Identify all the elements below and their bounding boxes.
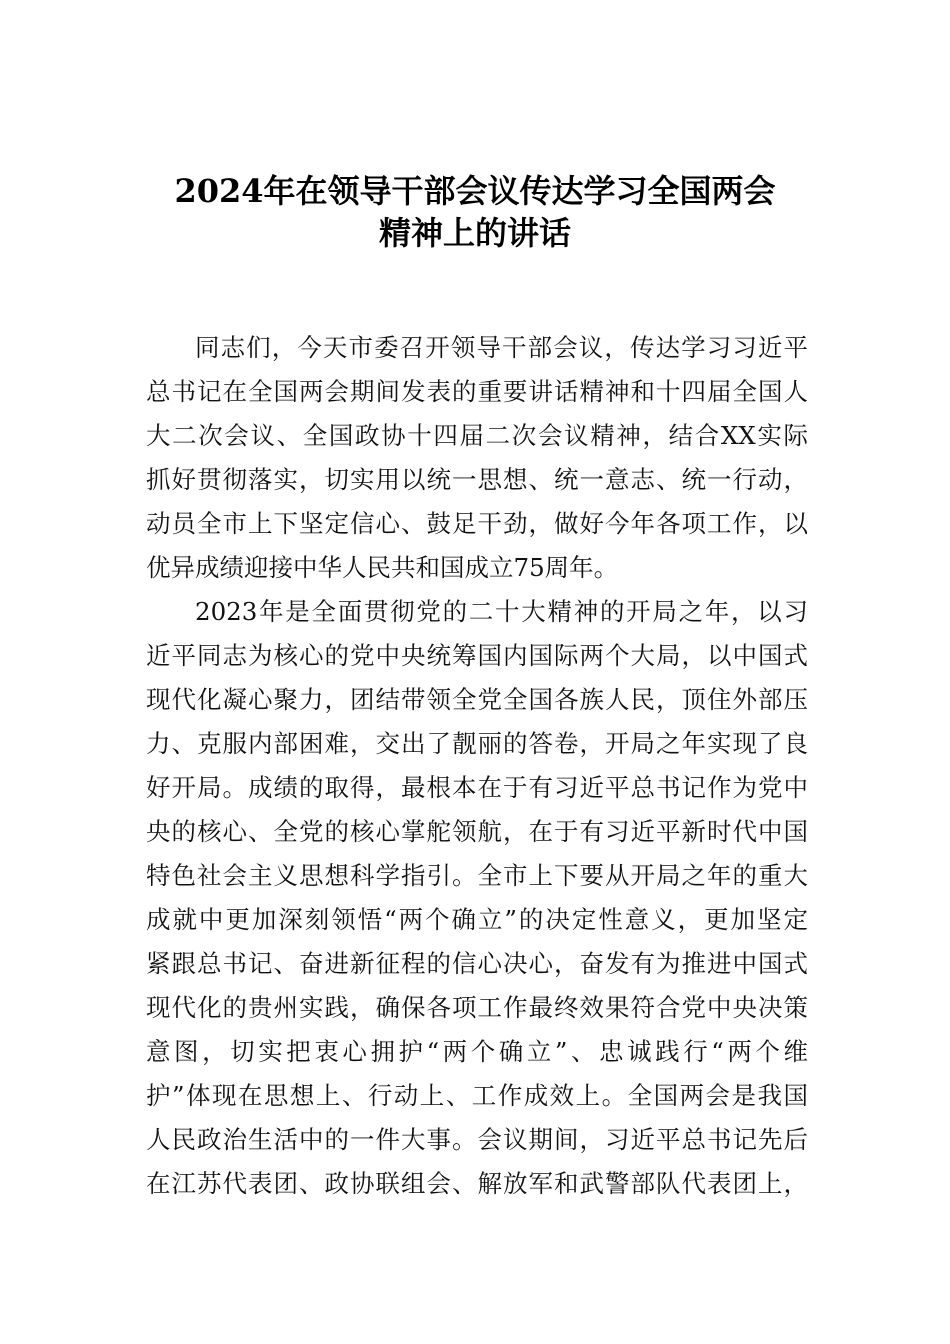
paragraph-2-line-9: 紧跟总书记、奋进新征程的信心决心，奋发有为推进中国式 <box>146 949 808 978</box>
paragraph-2-line-2: 近平同志为核心的党中央统筹国内国际两个大局，以中国式 <box>146 641 808 670</box>
paragraph-2-line-1: 2023年是全面贯彻党的二十大精神的开局之年，以习 <box>195 597 808 626</box>
paragraph-1-line-6: 优异成绩迎接中华人民共和国成立75周年。 <box>146 553 619 582</box>
paragraph-2-line-13: 人民政治生活中的一件大事。会议期间，习近平总书记先后 <box>146 1125 808 1154</box>
paragraph-2-line-4: 力、克服内部困难，交出了靓丽的答卷，开局之年实现了良 <box>146 729 808 758</box>
paragraph-2-line-6: 央的核心、全党的核心掌舵领航，在于有习近平新时代中国 <box>146 817 808 846</box>
paragraph-2-line-10: 现代化的贵州实践，确保各项工作最终效果符合党中央决策 <box>146 993 808 1022</box>
paragraph-2-line-14: 在江苏代表团、政协联组会、解放军和武警部队代表团上， <box>146 1169 808 1198</box>
paragraph-1-line-1: 同志们，今天市委召开领导干部会议，传达学习习近平 <box>195 333 808 362</box>
paragraph-2-line-5: 好开局。成绩的取得，最根本在于有习近平总书记作为党中 <box>146 773 808 802</box>
paragraph-2-line-8: 成就中更加深刻领悟“两个确立”的决定性意义，更加坚定 <box>146 905 808 934</box>
paragraph-2-line-11: 意图，切实把衷心拥护“两个确立”、忠诚践行“两个维 <box>146 1037 808 1066</box>
paragraph-1-line-3: 大二次会议、全国政协十四届二次会议精神，结合XX实际 <box>146 421 808 450</box>
paragraph-2-line-3: 现代化凝心聚力，团结带领全党全国各族人民，顶住外部压 <box>146 685 808 714</box>
document-title-line-2: 精神上的讲话 <box>378 214 571 252</box>
document-title-line-1: 2024年在领导干部会议传达学习全国两会 <box>174 172 776 210</box>
paragraph-2-line-7: 特色社会主义思想科学指引。全市上下要从开局之年的重大 <box>146 861 808 890</box>
paragraph-1-line-4: 抓好贯彻落实，切实用以统一思想、统一意志、统一行动， <box>146 465 808 494</box>
paragraph-1-line-5: 动员全市上下坚定信心、鼓足干劲，做好今年各项工作，以 <box>146 509 808 538</box>
paragraph-1-line-2: 总书记在全国两会期间发表的重要讲话精神和十四届全国人 <box>146 377 808 406</box>
paragraph-2-line-12: 护”体现在思想上、行动上、工作成效上。全国两会是我国 <box>146 1081 808 1110</box>
